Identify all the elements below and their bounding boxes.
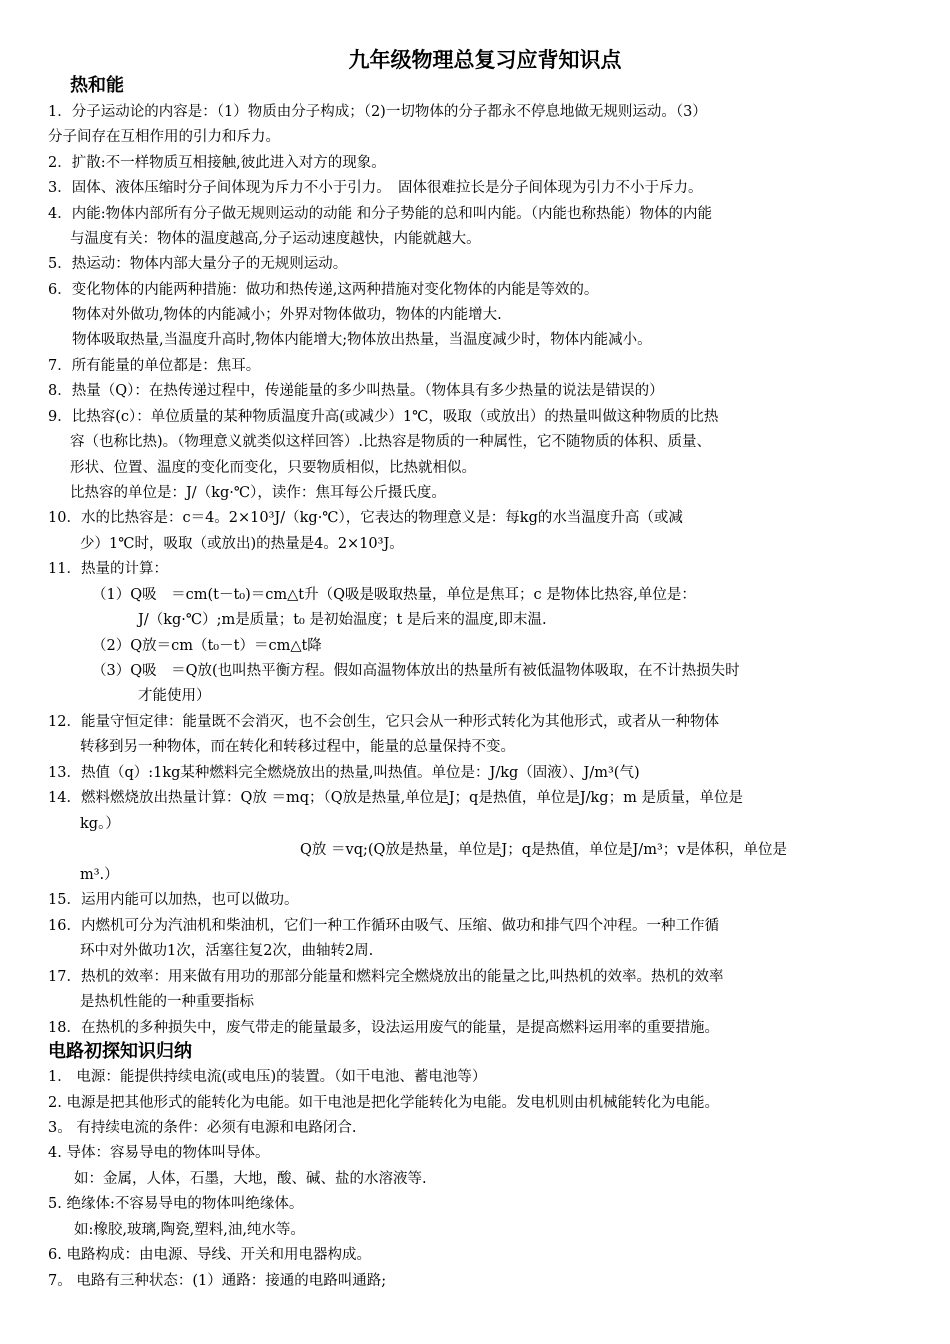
text-line: 3．固体、液体压缩时分子间体现为斥力不小于引力。 固体很难拉长是分子间体现为引力不小于斥力。 — [48, 180, 703, 196]
text-line: 比热容的单位是：J/（kg·℃），读作：焦耳每公斤摄氏度。 — [70, 485, 446, 501]
document-title: 九年级物理总复习应背知识点 — [348, 48, 622, 72]
text-line: 4. 导体：容易导电的物体叫导体。 — [48, 1145, 270, 1161]
text-line: 18．在热机的多种损失中，废气带走的能量最多，设法运用废气的能量，是提高燃料运用率的重要措施。 — [48, 1020, 719, 1036]
text-line: 8．热量（Q）：在热传递过程中，传递能量的多少叫热量。（物体具有多少热量的说法是错误的） — [48, 383, 664, 399]
text-line: 6. 电路构成：由电源、导线、开关和用电器构成。 — [48, 1247, 371, 1263]
text-line: 容（也称比热)。（物理意义就类似这样回答）.比热容是物质的一种属性，它不随物质的体积、质量、 — [70, 434, 712, 450]
text-line: （2）Q放＝cm（t₀－t）＝cm△t降 — [92, 638, 322, 654]
section-heading-heat-energy: 热和能 — [70, 75, 124, 96]
text-line: 14．燃料燃烧放出热量计算：Q放 ＝mq；（Q放是热量,单位是J；q是热值，单位是J/kg；m 是质量，单位是 — [48, 790, 743, 806]
text-line: 4．内能:物体内部所有分子做无规则运动的动能 和分子势能的总和叫内能。（内能也称热能）物体的内能 — [48, 206, 712, 222]
text-line: 如：金属，人体，石墨，大地，酸、碱、盐的水溶液等. — [74, 1171, 427, 1187]
text-line: 3。 有持续电流的条件：必须有电源和电路闭合. — [48, 1120, 357, 1136]
text-line: 环中对外做功1次，活塞往复2次，曲轴转2周. — [80, 943, 374, 959]
text-line: 才能使用） — [138, 688, 211, 704]
text-line: J/（kg·℃）;m是质量；t₀ 是初始温度；t 是后来的温度,即末温. — [138, 612, 547, 628]
text-line: 2. 电源是把其他形式的能转化为电能。如干电池是把化学能转化为电能。发电机则由机械能转化为电能。 — [48, 1095, 719, 1111]
text-line: 11．热量的计算： — [48, 561, 168, 577]
text-line: 15．运用内能可以加热，也可以做功。 — [48, 892, 299, 908]
text-line: （1）Q吸 ＝cm(t－t₀)＝cm△t升（Q吸是吸取热量，单位是焦耳；c 是物体比热容,单位是： — [92, 587, 696, 603]
text-line: 16．内燃机可分为汽油机和柴油机，它们一种工作循环由吸气、压缩、做功和排气四个冲程。一种工作循 — [48, 918, 719, 934]
text-line: 6．变化物体的内能两种措施：做功和热传递,这两种措施对变化物体的内能是等效的。 — [48, 282, 599, 298]
text-line: kg。） — [80, 816, 120, 832]
text-line: 与温度有关：物体的温度越高,分子运动速度越快，内能就越大。 — [70, 231, 481, 247]
text-line: 17．热机的效率：用来做有用功的那部分能量和燃料完全燃烧放出的能量之比,叫热机的效率。热机的效率 — [48, 969, 724, 985]
text-line: 5．热运动：物体内部大量分子的无规则运动。 — [48, 256, 348, 272]
text-line: 少）1℃时，吸取（或放出)的热量是4。2×10³J。 — [80, 536, 404, 552]
text-line: 形状、位置、温度的变化而变化，只要物质相似，比热就相似。 — [70, 460, 476, 476]
text-line: 10．水的比热容是：c＝4。2×10³J/（kg·℃），它表达的物理意义是：每kg的水当温度升高（或减 — [48, 510, 683, 526]
text-line: 7．所有能量的单位都是：焦耳。 — [48, 358, 261, 374]
text-line: 物体吸取热量,当温度升高时,物体内能增大;物体放出热量，当温度减少时，物体内能减小。 — [72, 332, 652, 348]
text-line: 如:橡胶,玻璃,陶瓷,塑料,油,纯水等。 — [74, 1222, 305, 1238]
text-line: 12．能量守恒定律：能量既不会消灭，也不会创生，它只会从一种形式转化为其他形式，或者从一种物体 — [48, 714, 719, 730]
text-line: Q放 ＝vq;(Q放是热量，单位是J；q是热值，单位是J/m³；v是体积，单位是 — [300, 842, 787, 858]
text-line: 2．扩散:不一样物质互相接触,彼此进入对方的现象。 — [48, 155, 386, 171]
text-line: 是热机性能的一种重要指标 — [80, 994, 254, 1010]
text-line: 物体对外做功,物体的内能减小；外界对物体做功，物体的内能增大. — [72, 307, 502, 323]
section-heading-circuit: 电路初探知识归纳 — [48, 1041, 192, 1062]
text-line: 7。 电路有三种状态：(1）通路：接通的电路叫通路; — [48, 1273, 387, 1289]
text-line: m³.） — [80, 867, 119, 883]
text-line: 9．比热容(c）：单位质量的某种物质温度升高(或减少）1℃，吸取（或放出）的热量叫做这种物质的比热 — [48, 409, 719, 425]
text-line: 13．热值（q）:1kg某种燃料完全燃烧放出的热量,叫热值。单位是：J/kg（固液）、J/m³(气) — [48, 765, 640, 781]
text-line: 转移到另一种物体，而在转化和转移过程中，能量的总量保持不变。 — [80, 739, 515, 755]
text-line: 分子间存在互相作用的引力和斥力。 — [48, 129, 280, 145]
text-line: 1． 电源：能提供持续电流(或电压)的装置。（如干电池、蓄电池等） — [48, 1069, 487, 1085]
text-line: （3）Q吸 ＝Q放(也叫热平衡方程。假如高温物体放出的热量所有被低温物体吸取，在不计热损失时 — [92, 663, 740, 679]
text-line: 1．分子运动论的内容是：（1）物质由分子构成；（2)一切物体的分子都永不停息地做无规则运动。（3） — [48, 104, 707, 120]
text-line: 5. 绝缘体:不容易导电的物体叫绝缘体。 — [48, 1196, 304, 1212]
